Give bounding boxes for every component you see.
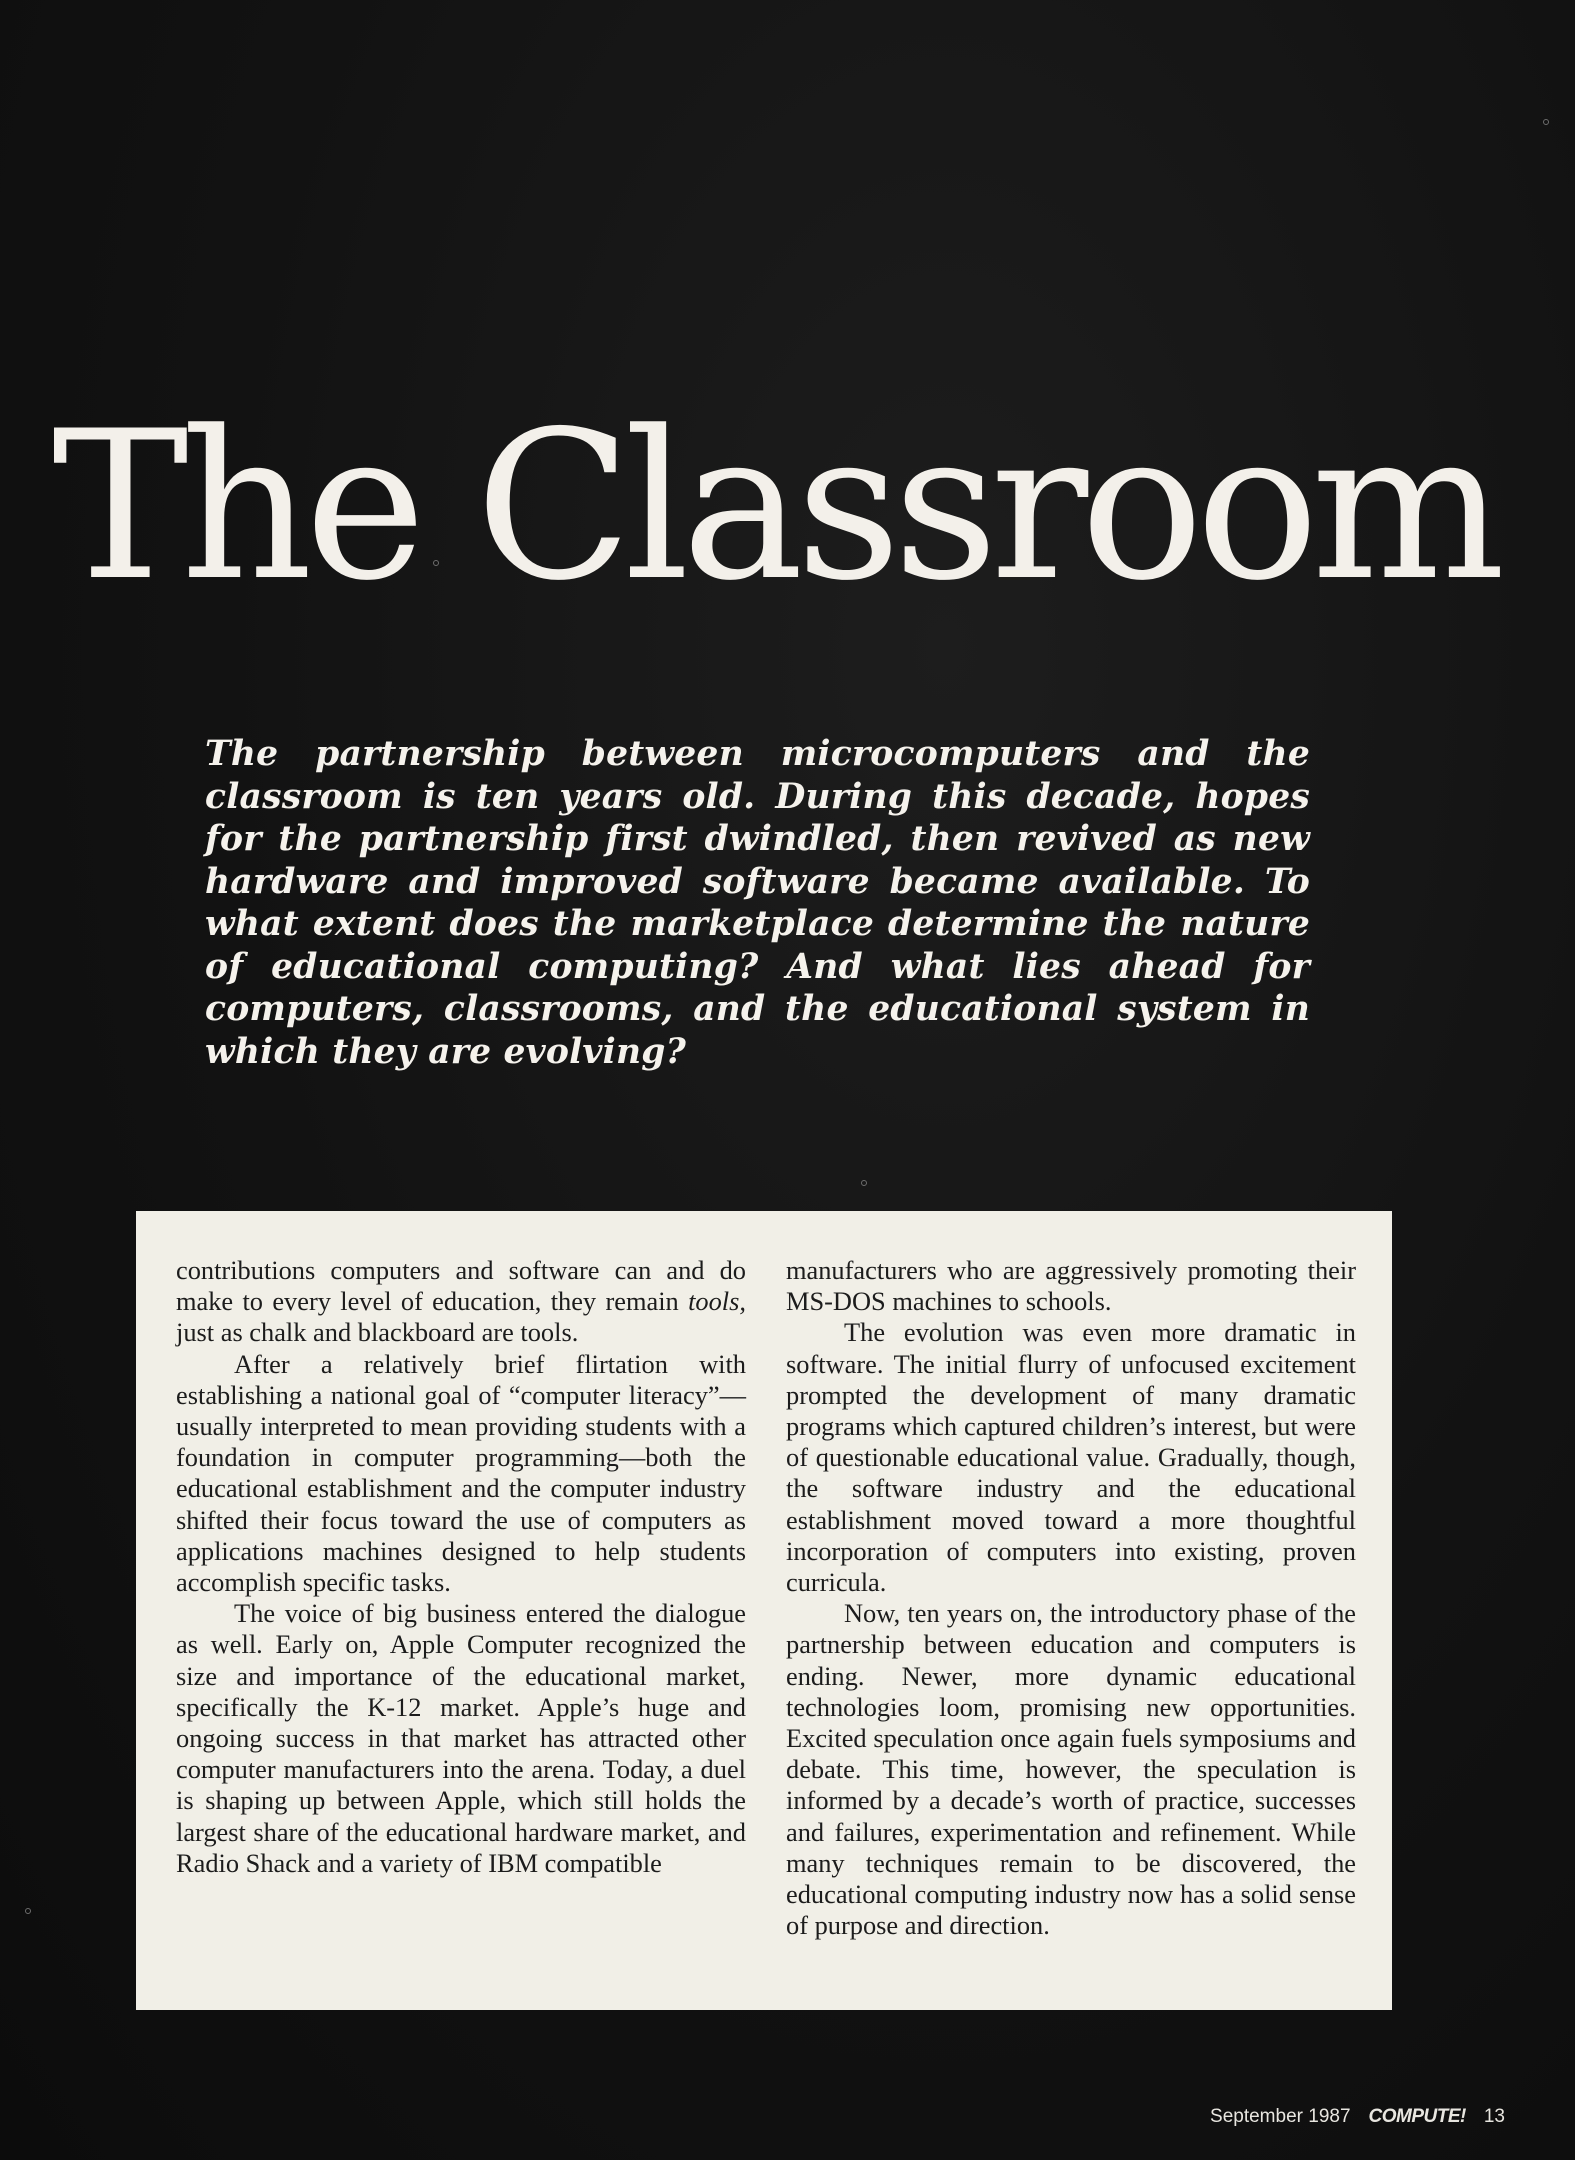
body-text-panel <box>136 1211 1392 2010</box>
body-paragraph <box>176 1255 746 1349</box>
print-speck <box>861 1180 867 1186</box>
page-footer <box>1210 2106 1505 2128</box>
body-column-right <box>786 1255 1356 1941</box>
emphasized-word: tools, <box>688 1286 746 1317</box>
body-paragraph: manufacturers who are aggressively promoting their MS-DOS machines to schools. <box>786 1255 1356 1317</box>
body-text: contributions computers and software can and do make to every level of education, they remain <box>176 1255 746 1317</box>
body-paragraph: After a relatively brief flirtation with establishing a national goal of “computer literacy”—usually interpreted to mean providing students with a foundation in computer programming—both the educational establishment and the computer industry shifted their focus toward the use of computers as applications machines designed to help students accomplish specific tasks. <box>176 1348 746 1598</box>
print-speck <box>1543 119 1549 125</box>
body-paragraph: The evolution was even more dramatic in software. The initial flurry of unfocused excitement prompted the development of many dramatic programs which captured children’s interest, but were of questionable educational value. Gradually, though, the software industry and the educational establishment moved toward a more thoughtful incorporation of computers into existing, proven curricula. <box>786 1317 1356 1598</box>
body-text: just as chalk and blackboard are tools. <box>176 1317 579 1348</box>
body-paragraph: The voice of big business entered the dialogue as well. Early on, Apple Computer recognized the size and importance of the educational market, specifically the K-12 market. Apple’s huge and ongoing success in that market has attracted other computer manufacturers into the arena. Today, a duel is shaping up between Apple, which still holds the largest share of the educational hardware market, and Radio Shack and a variety of IBM compatible <box>176 1598 746 1878</box>
issue-date: September 1987 <box>1210 2106 1351 2127</box>
headline: The Classroom <box>52 388 1498 626</box>
body-column-left <box>176 1255 746 1879</box>
body-paragraph: Now, ten years on, the introductory phase of the partnership between education and computers is ending. Newer, more dynamic educational technologies loom, promising new opportunities. Excited speculation once again fuels symposiums and debate. This time, however, the speculation is informed by a decade’s worth of practice, successes and failures, experimentation and refinement. While many techniques remain to be discovered, the educational computing industry now has a solid sense of purpose and direction. <box>786 1598 1356 1941</box>
page-number: 13 <box>1483 2106 1505 2127</box>
article-deck: The partnership between microcomputers and the classroom is ten years old. During this decade, hopes for the partnership first dwindled, then revived as new hardware and improved software became available. To what extent does the marketplace determine the nature of educational computing? And what lies ahead for computers, classrooms, and the educational system in which they are evolving? <box>205 734 1310 1072</box>
print-speck <box>433 560 439 566</box>
print-speck <box>25 1908 31 1914</box>
magazine-name: COMPUTE! <box>1368 2106 1466 2127</box>
